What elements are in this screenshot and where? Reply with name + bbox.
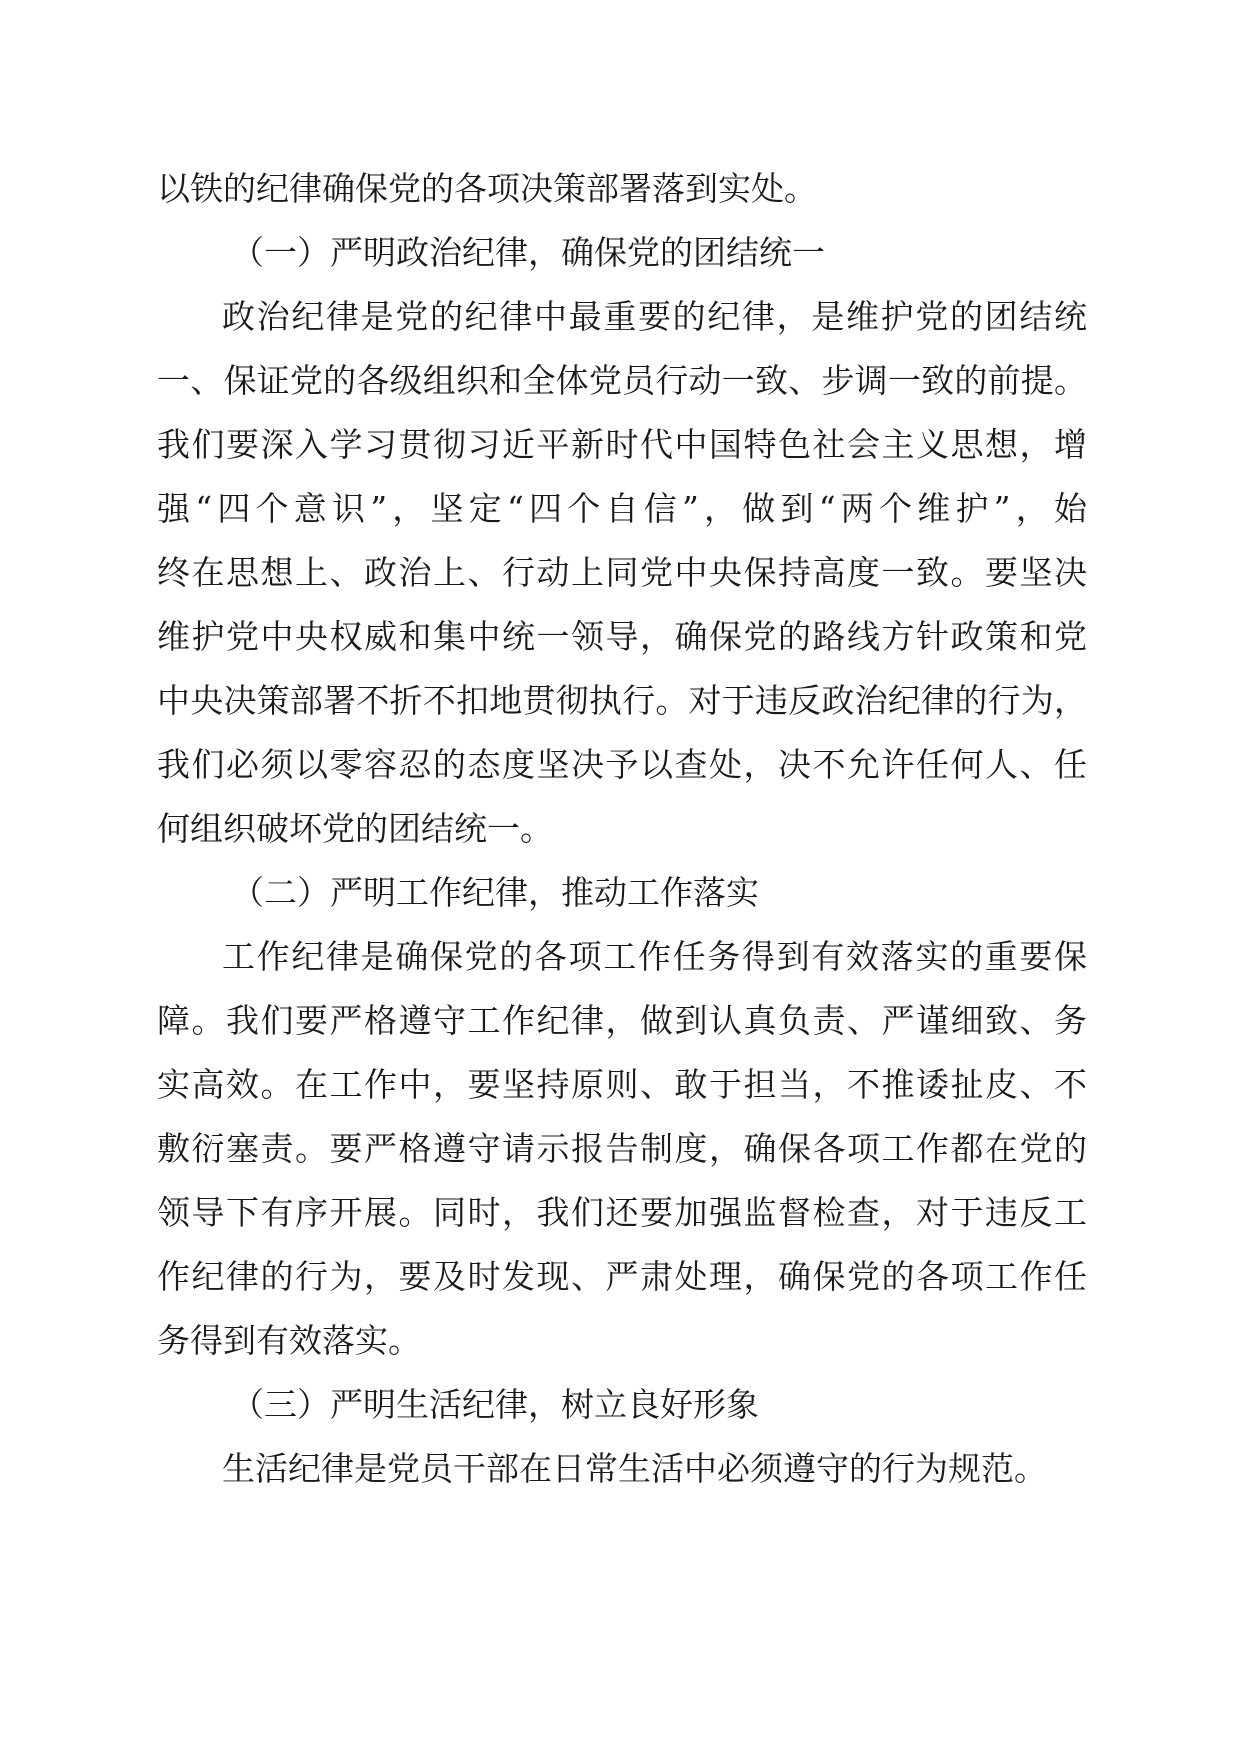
text-line: 实高效。在工作中，要坚持原则、敢于担当，不推诿扯皮、不 bbox=[157, 1065, 1087, 1104]
section-heading-2: （二）严明工作纪律，推动工作落实 bbox=[231, 873, 759, 912]
text-line: 以铁的纪律确保党的各项决策部署落到实处。 bbox=[157, 169, 817, 208]
text-line: 障。我们要严格遵守工作纪律，做到认真负责、严谨细致、务 bbox=[157, 1001, 1087, 1040]
text-line: 中央决策部署不折不扣地贯彻执行。对于违反政治纪律的行为， bbox=[157, 681, 1087, 720]
text-line: 强“四个意识”，坚定“四个自信”，做到“两个维护”，始 bbox=[157, 489, 1087, 528]
text-line: 何组织破坏党的团结统一。 bbox=[157, 809, 553, 848]
text-line: 务得到有效落实。 bbox=[157, 1321, 421, 1360]
text-line: 我们要深入学习贯彻习近平新时代中国特色社会主义思想，增 bbox=[157, 425, 1087, 464]
text-line: 一、保证党的各级组织和全体党员行动一致、步调一致的前提。 bbox=[157, 361, 1087, 400]
text-line: 生活纪律是党员干部在日常生活中必须遵守的行为规范。 bbox=[222, 1449, 1047, 1488]
text-line: 终在思想上、政治上、行动上同党中央保持高度一致。要坚决 bbox=[157, 553, 1087, 592]
text-line: 维护党中央权威和集中统一领导，确保党的路线方针政策和党 bbox=[157, 617, 1087, 656]
section-heading-1: （一）严明政治纪律，确保党的团结统一 bbox=[231, 233, 825, 272]
text-line: 敷衍塞责。要严格遵守请示报告制度，确保各项工作都在党的 bbox=[157, 1129, 1087, 1168]
section-heading-3: （三）严明生活纪律，树立良好形象 bbox=[231, 1385, 759, 1424]
text-line: 政治纪律是党的纪律中最重要的纪律，是维护党的团结统 bbox=[222, 297, 1087, 336]
text-line: 领导下有序开展。同时，我们还要加强监督检查，对于违反工 bbox=[157, 1193, 1087, 1232]
text-line: 作纪律的行为，要及时发现、严肃处理，确保党的各项工作任 bbox=[157, 1257, 1087, 1296]
text-line: 工作纪律是确保党的各项工作任务得到有效落实的重要保 bbox=[222, 937, 1087, 976]
text-line: 我们必须以零容忍的态度坚决予以查处，决不允许任何人、任 bbox=[157, 745, 1087, 784]
